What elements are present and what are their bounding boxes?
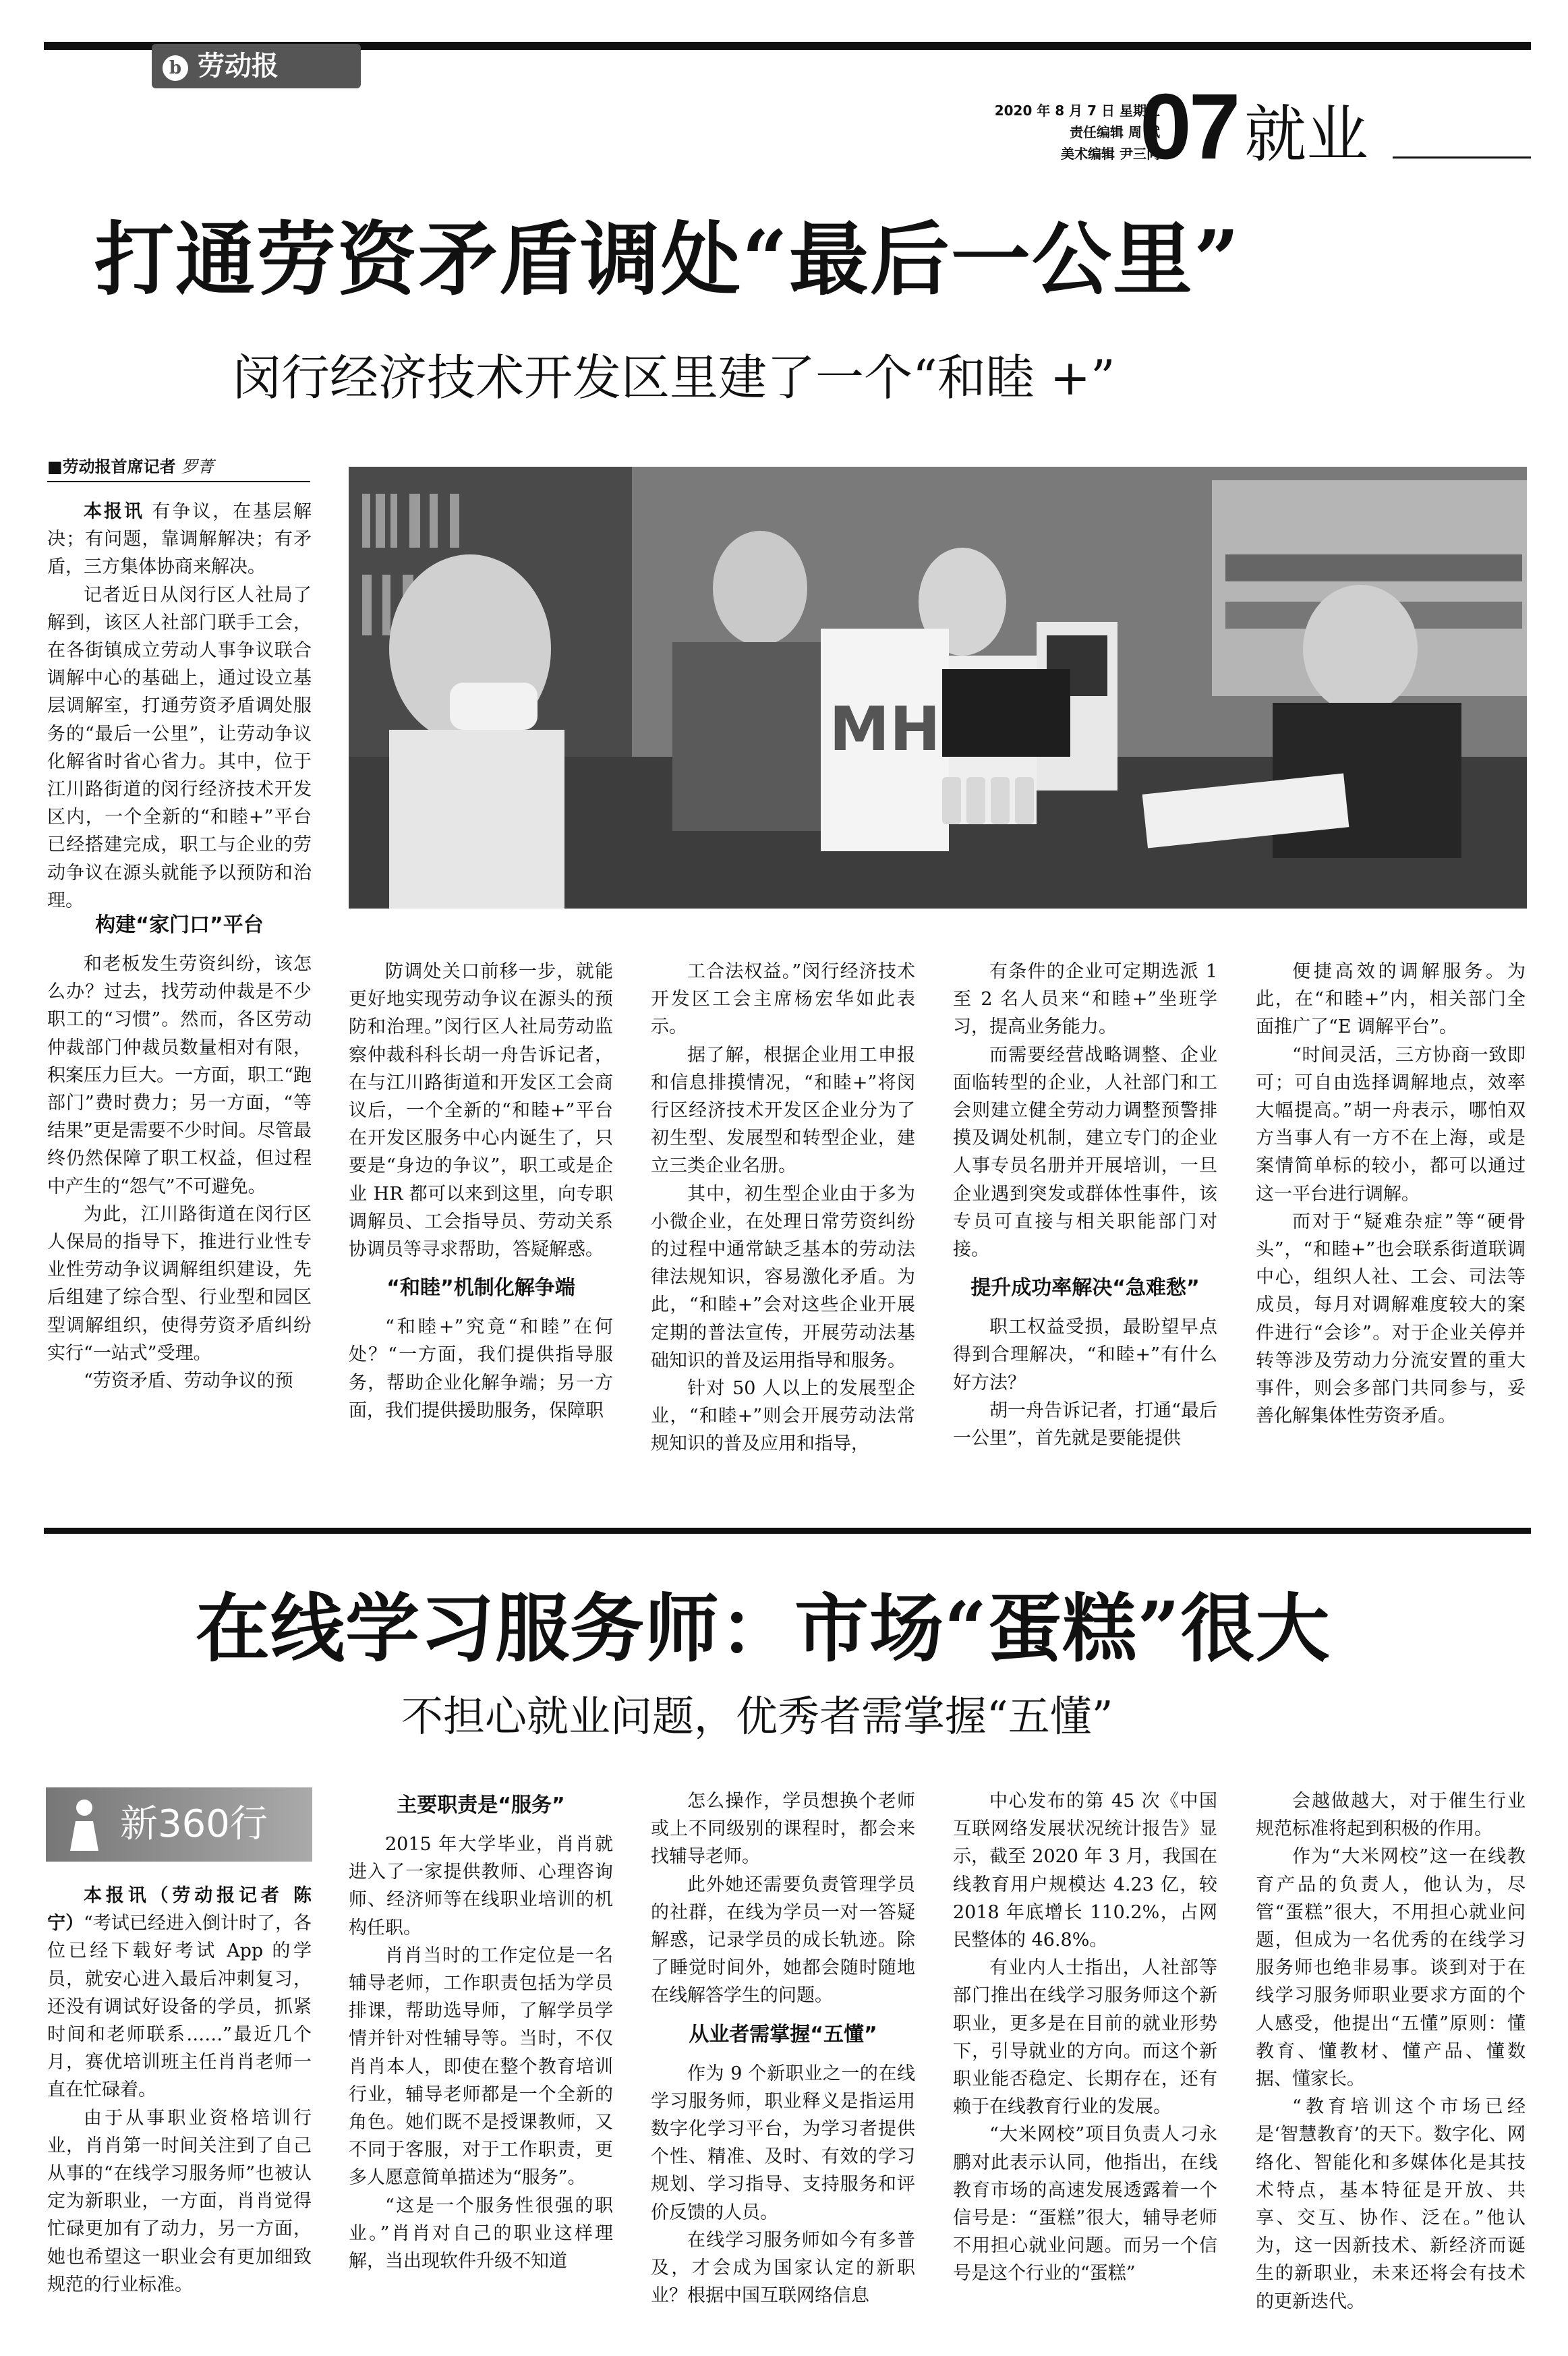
paragraph: “教育培训这个市场已经是‘智慧教育’的天下。数字化、网络化、智能化和多媒体化是其技术特点，基本特征是开放、共享、交互、协作、泛在。”他认为，这一因新技术、新经济而诞生的新职业，未来还将会有技术的更新迭代。 <box>1256 2096 1526 2312</box>
paragraph: 防调处关口前移一步，就能更好地实现劳动争议在源头的预防和治理。”闵行区人社局劳动监察仲裁科科长胡一舟告诉记者，在与江川路街道和开发区工会商议后，一个全新的“和睦+”平台在开发区服务中心内诞生了，只要是“身边的争议”，职工或是企业 HR 都可以来到这里，向专职调解员、工会指导员、劳动关系协调员等寻求帮助，答疑解惑。 <box>349 961 613 1261</box>
lead-label: 本报讯（劳动报记者 陈宁） <box>47 1885 312 1934</box>
lead-text: “考试已经进入倒计时了，各位已经下载好考试 App 的学员，就安心进入最后冲刺复习，还没有调试好设备的学员，抓紧时间和老师联系……”最近几个月，赛优培训班主任肖肖老师一直在忙碌着。 <box>47 1913 312 2101</box>
paragraph: 胡一舟告诉记者，打通“最后一公里”，首先就是要能提供 <box>953 1400 1217 1449</box>
person-icon <box>61 1797 108 1852</box>
paragraph: 有条件的企业可定期选派 1 至 2 名人员来“和睦+”坐班学习，提高业务能力。 <box>953 961 1217 1038</box>
paragraph: 为此，江川路街道在闵行区人保局的指导下，推进行业性专业性劳动争议调解组织建设，先后组建了综合型、行业型和园区型调解组织，使得劳资矛盾纠纷实行“一站式”受理。 <box>47 1203 312 1364</box>
section-heading: “和睦”机制化解争端 <box>386 1276 575 1300</box>
lead-text: 有争议，在基层解决；有问题，靠调解解决；有矛盾，三方集体协商来解决。 <box>47 501 312 578</box>
article1-subheadline: 闵行经济技术开发区里建了一个“和睦 +” <box>233 349 1115 406</box>
byline-label: ■劳动报首席记者 <box>47 457 176 476</box>
paragraph: 会越做越大，对于催生行业规范标准将起到积极的作用。 <box>1256 1791 1526 1840</box>
lead-paragraph <box>47 498 312 581</box>
paragraph: 和老板发生劳资纠纷，该怎么办？过去，找劳动仲裁是不少职工的“习惯”。然而，各区劳动仲裁部门仲裁员数量相对有限，积案压力巨大。一方面，职工“跑部门”费时费力；另一方面，“等结果”更是需要不少时间。尽管最终仍然保障了职工权益，但过程中产生的“怨气”不可避免。 <box>47 954 312 1197</box>
paragraph: 作为“大米网校”这一在线教育产品的负责人，他认为，尽管“蛋糕”很大，不用担心就业问题，但成为一名优秀的在线学习服务师也绝非易事。谈到对于在线学习服务师职业要求方面的个人感受，他提出“五懂”原则：懂教育、懂教材、懂产品、懂数据、懂家长。 <box>1256 1846 1526 2090</box>
newspaper-logo <box>152 44 361 88</box>
page-number: 07 <box>1140 75 1238 179</box>
section-heading: 从业者需掌握“五懂” <box>689 2022 877 2046</box>
issue-meta <box>877 100 1160 165</box>
column-badge <box>46 1787 312 1862</box>
paragraph: 在线学习服务师如今有多普及，才会成为国家认定的新职业？根据中国互联网络信息 <box>651 2229 915 2307</box>
paragraph: “劳资矛盾、劳动争议的预 <box>84 1371 293 1392</box>
article2-subheadline: 不担心就业问题，优秀者需掌握“五懂” <box>401 1692 1113 1741</box>
paragraph: 中心发布的第 45 次《中国互联网络发展状况统计报告》显示，截至 2020 年 3 月，我国在线教育用户规模达 4.23 亿，较 2018 年底增长 110.2%，占网民整体的 46.8%。 <box>953 1791 1217 1951</box>
section-heading: 提升成功率解决“急难愁” <box>970 1276 1200 1300</box>
article2-column-2 <box>349 1787 613 2340</box>
article2-column-5 <box>1256 1787 1526 2340</box>
badge-text: 新360行 <box>120 1802 268 1846</box>
article2-column-4 <box>953 1787 1217 2340</box>
paragraph: 记者近日从闵行区人社局了解到，该区人社部门联手工会，在各街镇成立劳动人事争议联合调解中心的基础上，通过设立基层调解室，打通劳资矛盾调处服务的“最后一公里”，让劳动争议化解省时省心省力。其中，位于江川路街道的闵行经济技术开发区内，一个全新的“和睦+”平台已经搭建完成，职工与企业的劳动争议在源头就能予以预防和治理。 <box>47 584 312 911</box>
article1-column-4 <box>953 958 1217 1470</box>
meeting-photo <box>349 467 1527 909</box>
byline-rule <box>47 481 310 482</box>
article1-headline: 打通劳资矛盾调处“最后一公里” <box>94 212 1241 306</box>
byline-name: 罗菁 <box>181 457 214 476</box>
article1-column-1 <box>47 907 312 1460</box>
article2-column-3 <box>651 1787 915 2340</box>
paragraph: 作为 9 个新职业之一的在线学习服务师，职业释义是指运用数字化学习平台，为学习者提供个性、精准、及时、有效的学习规划、学习指导、支持服务和评价反馈的人员。 <box>651 2063 915 2223</box>
article2-column-1 <box>47 1882 312 2340</box>
lead-label: 本报讯 <box>84 501 144 522</box>
paragraph: 有业内人士指出，人社部等部门推出在线学习服务师这个新职业，更多是在目前的就业形势下，引导就业的方向。而这个新职业能否稳定、长期存在，还有赖于在线教育行业的发展。 <box>953 1957 1217 2118</box>
paragraph: 其中，初生型企业由于多为小微企业，在处理日常劳资纠纷的过程中通常缺乏基本的劳动法律法规知识，容易激化矛盾。为此，“和睦+”会对这些企业开展定期的普法宣传，开展劳动法基础知识的普及运用指导和服务。 <box>651 1183 915 1371</box>
lead-paragraph <box>47 1882 312 2104</box>
logo-text: 劳动报 <box>198 50 279 82</box>
paragraph: 据了解，根据企业用工申报和信息排摸情况，“和睦+”将闵行区经济技术开发区企业分为了初生型、发展型和转型企业，建立三类企业名册。 <box>651 1044 915 1177</box>
meeting-photo-image <box>349 467 1527 909</box>
paragraph: 由于从事职业资格培训行业，肖肖第一时间关注到了自己从事的“在线学习服务师”也被认定为新职业，一方面，肖肖觉得忙碌更加有了动力，另一方面，她也希望这一职业会有更加细致规范的行业标准。 <box>47 2107 312 2295</box>
issue-date: 2020 年 8 月 7 日 星期五 <box>994 103 1160 119</box>
paragraph: 针对 50 人以上的发展型企业，“和睦+”则会开展劳动法常规知识的普及应用和指导， <box>651 1378 915 1455</box>
paragraph: 肖肖当时的工作定位是一名辅导老师，工作职责包括为学员排课，帮助选导师，了解学员学情并针对性辅导等。当时，不仅肖肖本人，即使在整个教育培训行业，辅导老师都是一个全新的角色。她们既不是授课教师，又不同于客服，对于工作职责，更多人愿意简单描述为“服务”。 <box>349 1945 613 2189</box>
paragraph: 工合法权益。”闵行经济技术开发区工会主席杨宏华如此表示。 <box>651 961 915 1038</box>
issue-editor: 责任编辑 周 斌 <box>1070 124 1160 140</box>
paragraph: 而对于“疑难杂症”等“硬骨头”，“和睦+”也会联系街道联调中心，组织人社、工会、司法等成员，每月对调解难度较大的案件进行“会诊”。对于企业关停并转等涉及劳动力分流安置的重大事件，则会多部门共同参与，妥善化解集体性劳资矛盾。 <box>1256 1211 1526 1427</box>
article2-headline: 在线学习服务师：市场“蛋糕”很大 <box>196 1585 1331 1672</box>
paragraph: “这是一个服务性很强的职业。”肖肖对自己的职业这样理解，当出现软件升级不知道 <box>349 2195 613 2272</box>
paragraph: “大米网校”项目负责人刁永鹏对此表示认同，他指出，在线教育市场的高速发展透露着一个信号是：“蛋糕”很大，辅导老师不用担心就业问题。而另一个信号是这个行业的“蛋糕” <box>953 2124 1217 2285</box>
article-divider <box>44 1528 1531 1534</box>
paragraph: 而需要经营战略调整、企业面临转型的企业，人社部门和工会则建立健全劳动力调整预警排摸及调处机制，建立专门的企业人事专员名册并开展培训，一旦企业遇到突发或群体性事件，该专员可直接与相关职能部门对接。 <box>953 1044 1217 1261</box>
section-heading: 主要职责是“服务” <box>397 1793 565 1817</box>
article1-column-5 <box>1256 958 1526 1470</box>
paragraph: “和睦+”究竟“和睦”在何处？“一方面，我们提供指导服务，帮助企业化解争端；另一方面，我们提供援助服务，保障职 <box>349 1317 613 1421</box>
paragraph: 怎么操作，学员想换个老师或上不同级别的课程时，都会来找辅导老师。 <box>651 1791 915 1868</box>
section-title: 就业 <box>1244 98 1369 171</box>
issue-art-editor: 美术编辑 尹三同 <box>1061 146 1160 162</box>
paragraph: 便捷高效的调解服务。为此，在“和睦+”内，相关部门全面推广了“E 调解平台”。 <box>1256 961 1526 1038</box>
logo-icon: b <box>163 55 188 81</box>
section-rule <box>1393 156 1531 159</box>
article1-column-1a <box>47 498 312 911</box>
paragraph: “时间灵活，三方协商一致即可；可自由选择调解地点，效率大幅提高。”胡一舟表示，哪怕双方当事人有一方不在上海，或是案情简单标的较小，都可以通过这一平台进行调解。 <box>1256 1044 1526 1205</box>
paragraph: 此外她还需要负责管理学员的社群，在线为学员一对一答疑解惑，记录学员的成长轨迹。除了睡觉时间外，她都会随时随地在线解答学生的问题。 <box>651 1874 915 2007</box>
article1-column-3 <box>651 958 915 1470</box>
paragraph: 2015 年大学毕业，肖肖就进入了一家提供教师、心理咨询师、经济师等在线职业培训的机构任职。 <box>349 1834 613 1938</box>
article1-column-2 <box>349 958 613 1470</box>
board-text: MH <box>829 694 941 765</box>
paragraph: 职工权益受损，最盼望早点得到合理解决，“和睦+”有什么好方法？ <box>953 1317 1217 1394</box>
section-heading: 构建“家门口”平台 <box>95 913 264 937</box>
article1-byline <box>47 455 317 478</box>
